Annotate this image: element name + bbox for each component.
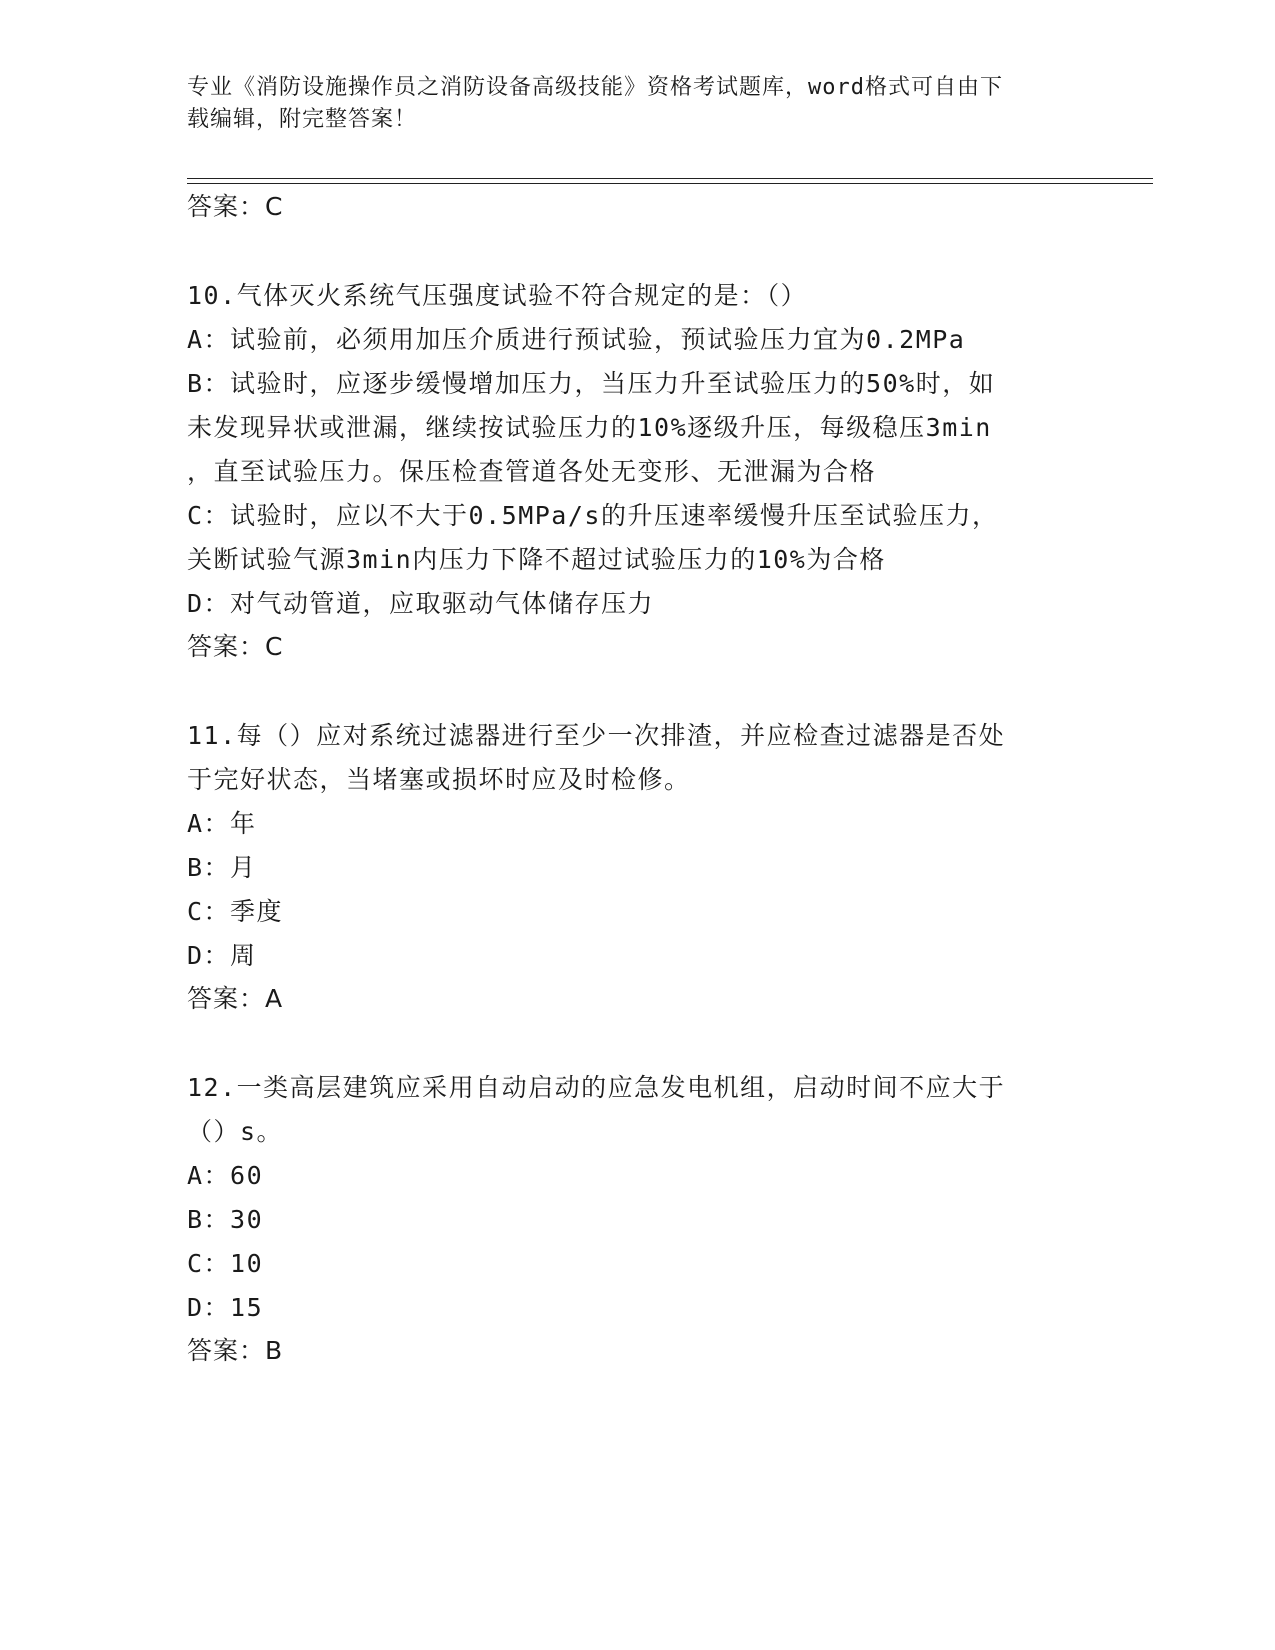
option-d: D：对气动管道，应取驱动气体储存压力 (187, 589, 655, 618)
option-b-continued: ，直至试验压力。保压检查管道各处无变形、无泄漏为合格 (187, 457, 877, 486)
option-a: A：年 (187, 809, 257, 838)
option-d: D：周 (187, 941, 257, 970)
option-b: B：试验时，应逐步缓慢增加压力，当压力升至试验压力的50%时，如 (187, 369, 996, 398)
answer-line: 答案：B (187, 1336, 284, 1365)
option-b: B：月 (187, 853, 257, 882)
option-c: C：10 (187, 1249, 264, 1278)
option-c: C：试验时，应以不大于0.5MPa/s的升压速率缓慢升压至试验压力， (187, 501, 999, 530)
question-stem: 11.每（）应对系统过滤器进行至少一次排渣，并应检查过滤器是否处 (187, 721, 1006, 750)
option-a: A：试验前，必须用加压介质进行预试验，预试验压力宜为0.2MPa (187, 325, 966, 354)
question-stem: 10.气体灭火系统气压强度试验不符合规定的是：（） (187, 281, 808, 310)
option-c: C：季度 (187, 897, 284, 926)
question-stem-continued: （）s。 (187, 1117, 284, 1146)
answer-line: 答案：C (187, 632, 284, 661)
header-line-1: 专业《消防设施操作员之消防设备高级技能》资格考试题库，word格式可自由下 (187, 75, 1003, 100)
option-d: D：15 (187, 1293, 264, 1322)
option-c-continued: 关断试验气源3min内压力下降不超过试验压力的10%为合格 (187, 545, 886, 574)
option-b: B：30 (187, 1205, 264, 1234)
document-header (187, 72, 1067, 136)
question-stem: 12.一类高层建筑应采用自动启动的应急发电机组，启动时间不应大于 (187, 1073, 1006, 1102)
header-rule-bottom (187, 183, 1153, 184)
question-stem-continued: 于完好状态，当堵塞或损坏时应及时检修。 (187, 765, 691, 794)
answer-line: 答案：C (187, 192, 284, 221)
header-rule-top (187, 178, 1153, 179)
option-b-continued: 未发现异状或泄漏，继续按试验压力的10%逐级升压，每级稳压3min (187, 413, 992, 442)
answer-line: 答案：A (187, 984, 284, 1013)
header-line-2: 载编辑，附完整答案！ (187, 107, 418, 132)
option-a: A：60 (187, 1161, 264, 1190)
